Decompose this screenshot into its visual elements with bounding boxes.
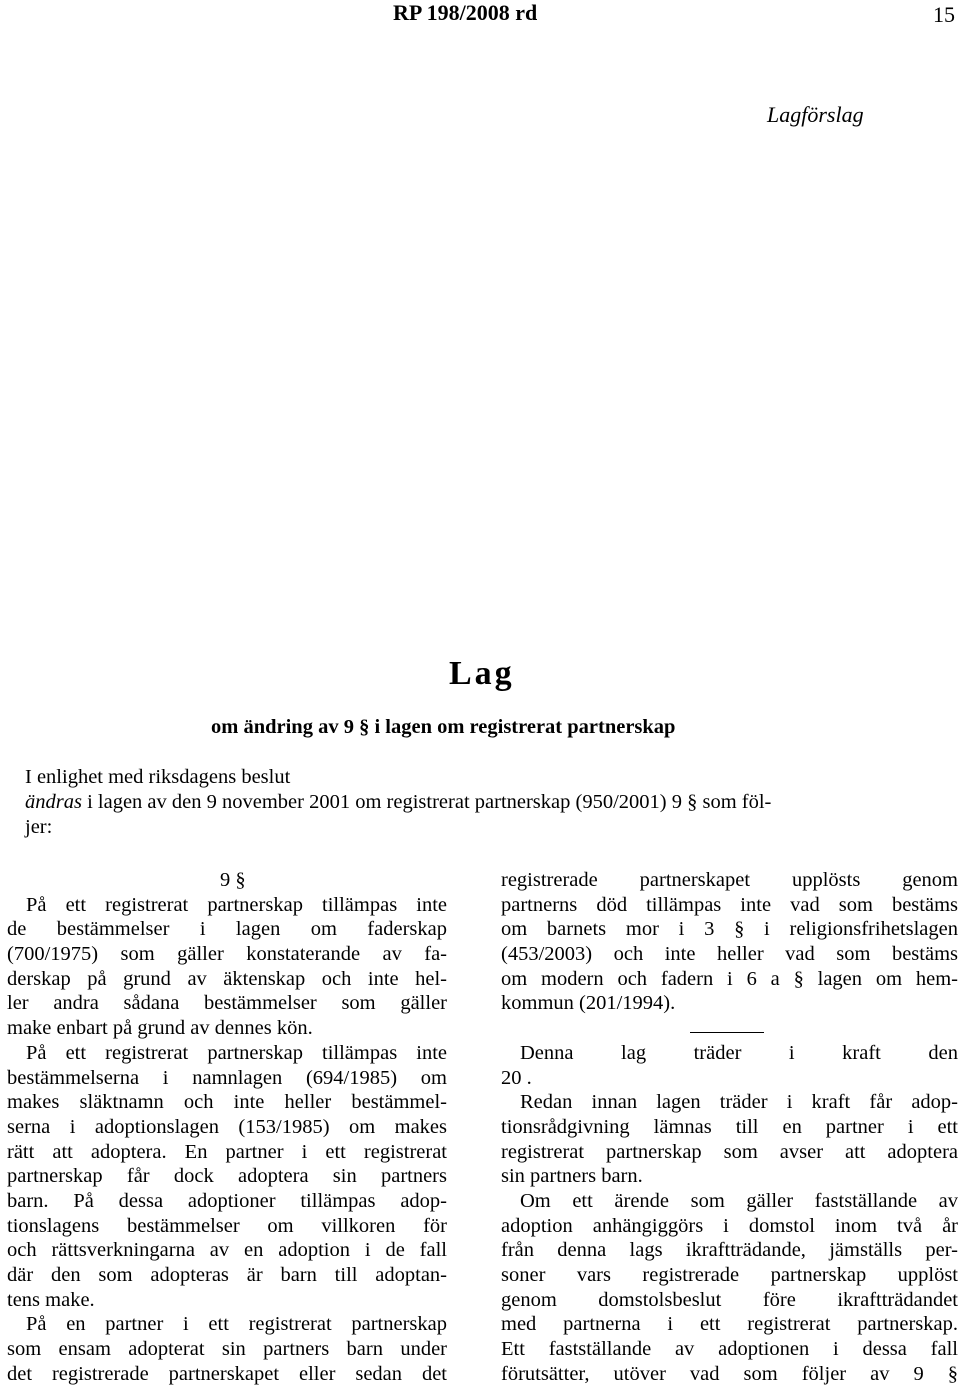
body-line: På ett registrerat partnerskap tillämpas inte	[26, 1041, 447, 1064]
body-line: adoption anhängiggörs i domstol inom två år	[501, 1214, 958, 1237]
law-title: Lag	[449, 655, 515, 692]
body-line: partnerskap får dock adoptera sin partners	[7, 1165, 447, 1188]
body-line: barn. På dessa adoptioner tillämpas adop-	[7, 1189, 447, 1212]
body-line: partnerns död tillämpas inte vad som bestäms	[501, 893, 958, 916]
body-line: soner vars registrerade partnerskap upplöst	[501, 1264, 958, 1286]
body-line: Ett fastställande av adoptionen i dessa fall	[501, 1338, 958, 1361]
intro-line-3: jer:	[25, 816, 53, 838]
body-line: På ett registrerat partnerskap tillämpas inte	[26, 893, 447, 916]
entry-into-force-date: 20 .	[501, 1066, 532, 1089]
body-line: tionslagens bestämmelser om villkoren för	[7, 1214, 447, 1237]
body-line: de bestämmelser i lagen om faderskap	[7, 918, 447, 941]
body-line: serna i adoptionslagen (153/1985) om makes	[7, 1115, 447, 1138]
intro-line-2	[25, 791, 771, 814]
body-line: registrerade partnerskapet upplösts genom	[501, 869, 958, 891]
body-line: med partnerna i ett registrerat partnerskap.	[501, 1313, 958, 1336]
body-line: På en partner i ett registrerat partnerskap	[26, 1313, 447, 1336]
intro-amends-word: ändras	[25, 791, 82, 813]
body-line: från denna lags ikraftträdande, jämställs per-	[501, 1239, 958, 1262]
intro-line-1: I enlighet med riksdagens beslut	[25, 766, 291, 788]
body-line: derskap på grund av äktenskap och inte hel-	[7, 967, 447, 990]
body-line: kommun (201/1994).	[501, 992, 676, 1015]
body-line: registrerat partnerskap som avser att adoptera	[501, 1140, 958, 1163]
law-subtitle: om ändring av 9 § i lagen om registrerat partnerskap	[211, 716, 676, 738]
section-divider-rule	[690, 1032, 764, 1033]
intro-line-2-text: i lagen av den 9 november 2001 om registrerat partnerskap (950/2001) 9 § som föl-	[81, 791, 772, 813]
body-line: tionsrådgivning lämnas till en partner i ett	[501, 1115, 958, 1138]
body-line: (453/2003) och inte heller vad som bestäms	[501, 943, 958, 966]
body-line: om barnets mor i 3 § i religionsfrihetslagen	[501, 918, 958, 941]
right-column	[501, 868, 958, 1386]
body-line: Om ett ärende som gäller fastställande av	[520, 1189, 958, 1212]
body-line: tens make.	[7, 1288, 95, 1311]
body-line: (700/1975) som gäller konstaterande av fa-	[7, 943, 447, 966]
body-line: genom domstolsbeslut före ikraftträdandet	[501, 1288, 958, 1311]
body-line: ler andra sådana bestämmelser som gäller	[7, 992, 447, 1015]
left-column	[7, 868, 447, 1386]
body-line: det registrerade partnerskapet eller sedan det	[7, 1362, 447, 1385]
body-line: Redan innan lagen träder i kraft får adop-	[520, 1091, 958, 1114]
paragraph-section-number: 9 §	[220, 869, 246, 891]
body-line: där den som adopteras är barn till adoptan-	[7, 1264, 447, 1286]
body-line: förutsätter, utöver vad som följer av 9 §	[501, 1362, 958, 1385]
body-line: rätt att adoptera. En partner i ett registrerat	[7, 1140, 447, 1163]
body-line: och rättsverkningarna av en adoption i de fall	[7, 1239, 447, 1262]
page-number: 15	[933, 2, 955, 27]
body-line: sin partners barn.	[501, 1165, 643, 1188]
body-line: om modern och fadern i 6 a § lagen om hem-	[501, 967, 958, 990]
document-id: RP 198/2008 rd	[393, 0, 538, 25]
body-line: bestämmelserna i namnlagen (694/1985) om	[7, 1066, 447, 1089]
body-line: make enbart på grund av dennes kön.	[7, 1017, 313, 1040]
body-line: makes släktnamn och inte heller bestämmel-	[7, 1091, 447, 1114]
section-heading: Lagförslag	[767, 102, 864, 127]
spacer	[501, 1016, 958, 1041]
body-line: som ensam adopterat sin partners barn under	[7, 1338, 447, 1361]
entry-into-force-line: Denna lag träder i kraft den	[520, 1041, 958, 1064]
